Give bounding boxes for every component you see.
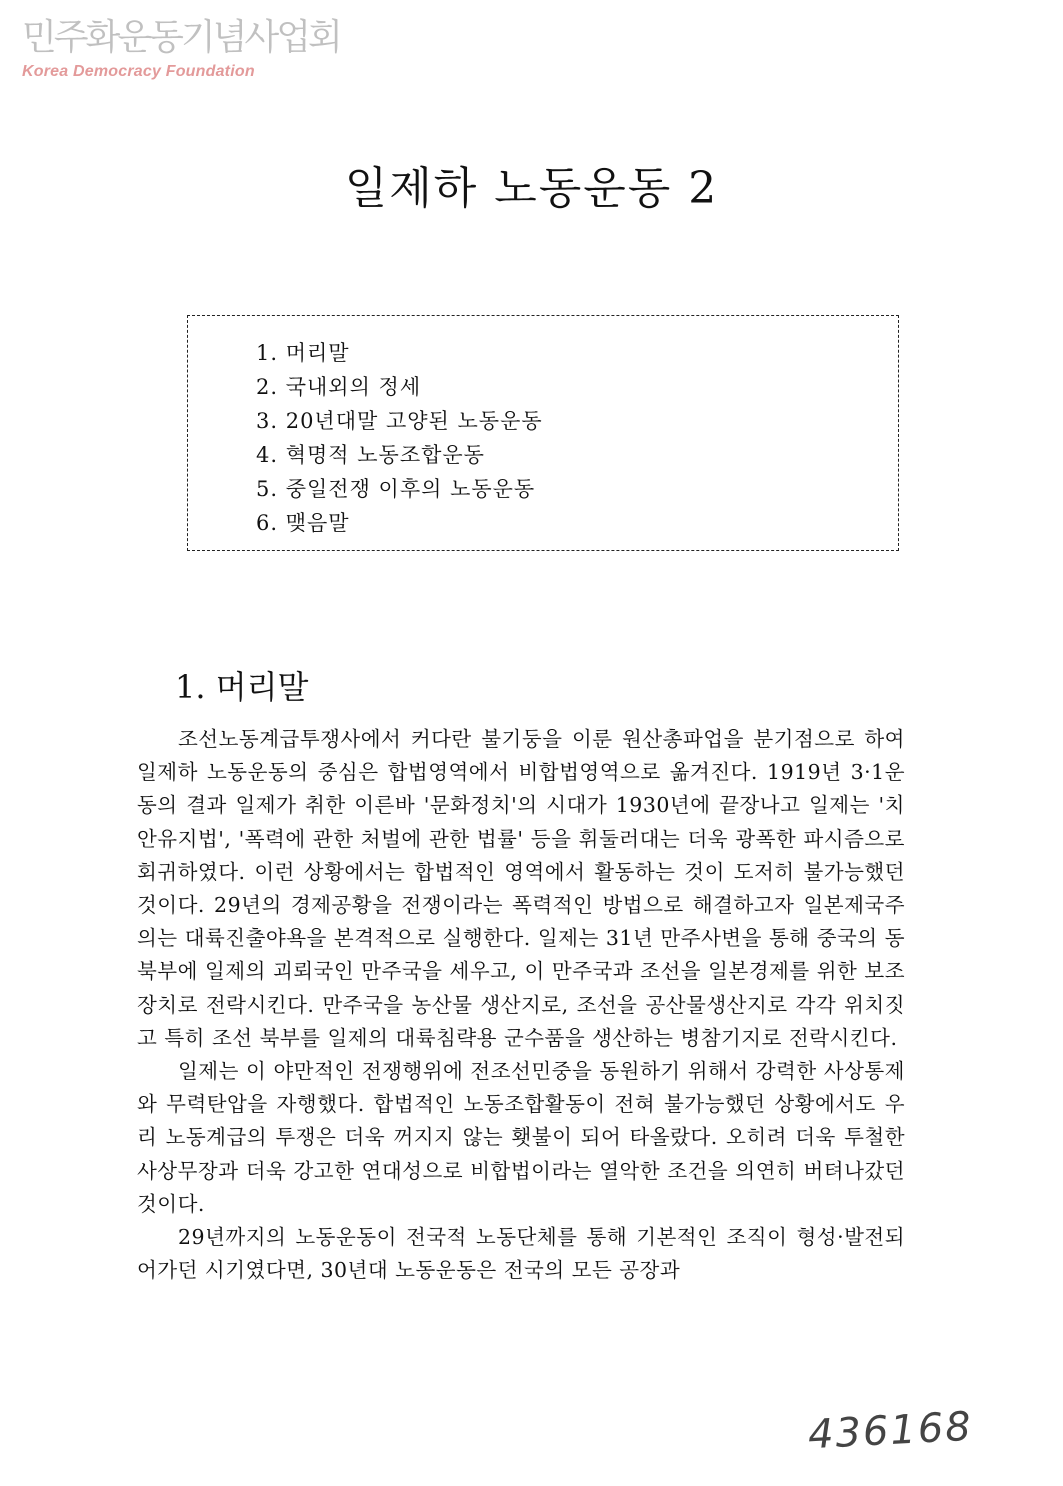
document-title: 일제하 노동운동 2 [344,163,719,215]
body-paragraph: 일제는 이 야만적인 전쟁행위에 전조선민중을 동원하기 위해서 강력한 사상통제와 무력탄압을 자행했다. 합법적인 노동조합활동이 전혀 불가능했던 상황에서도 우리 노동계급의 투쟁은 더욱 꺼지지 않는 횃불이 되어 타올랐다. 오히려 더욱 투철한 사상무장과 더욱 강고한 연대성으로 비합법이라는 열악한 조건을 의연히 버텨나갔던 것이다. [137,1059,905,1216]
handwritten-archive-number: 436168 [806,1403,974,1459]
logo-korean-text: 민주화운동기념사업회 [22,17,340,58]
toc-item: 6. 맺음말 [256,511,350,535]
body-paragraph: 29년까지의 노동운동이 전국적 노동단체를 통해 기본적인 조직이 형성·발전되어가던 시기였다면, 30년대 노동운동은 전국의 모든 공장과 [137,1225,905,1283]
logo-english-text: Korea Democracy Foundation [22,63,255,80]
section-body [137,723,905,1287]
body-paragraph: 조선노동계급투쟁사에서 커다란 불기둥을 이룬 원산총파업을 분기점으로 하여 일제하 노동운동의 중심은 합법영역에서 비합법영역으로 옮겨진다. 1919년 3·1운동의 결과 일제가 취한 이른바 '문화정치'의 시대가 1930년에 끝장나고 일제는 '치안유지법', '폭력에 관한 처벌에 관한 법률' 등을 휘둘러대는 더욱 광폭한 파시즘으로 회귀하였다. 이런 상황에서는 합법적인 영역에서 활동하는 것이 도저히 불가능했던 것이다. 29년의 경제공황을 전쟁이라는 폭력적인 방법으로 해결하고자 일본제국주의는 대륙진출야욕을 본격적으로 실행한다. 일제는 31년 만주사변을 통해 중국의 동북부에 일제의 괴뢰국인 만주국을 세우고, 이 만주국과 조선을 일본경제를 위한 보조장치로 전락시킨다. 만주국을 농산물 생산지로, 조선을 공산물생산지로 각각 위치짓고 특히 조선 북부를 일제의 대륙침략용 군수품을 생산하는 병참기지로 전락시킨다. [137,727,905,1050]
toc-item: 3. 20년대말 고양된 노동운동 [256,409,543,433]
toc-item: 4. 혁명적 노동조합운동 [256,443,485,467]
section-heading: 1. 머리말 [175,667,309,706]
table-of-contents [187,315,899,551]
foundation-logo [22,18,340,82]
toc-item: 1. 머리말 [256,341,350,365]
toc-item: 2. 국내외의 정세 [256,375,422,399]
toc-item: 5. 중일전쟁 이후의 노동운동 [256,477,536,501]
